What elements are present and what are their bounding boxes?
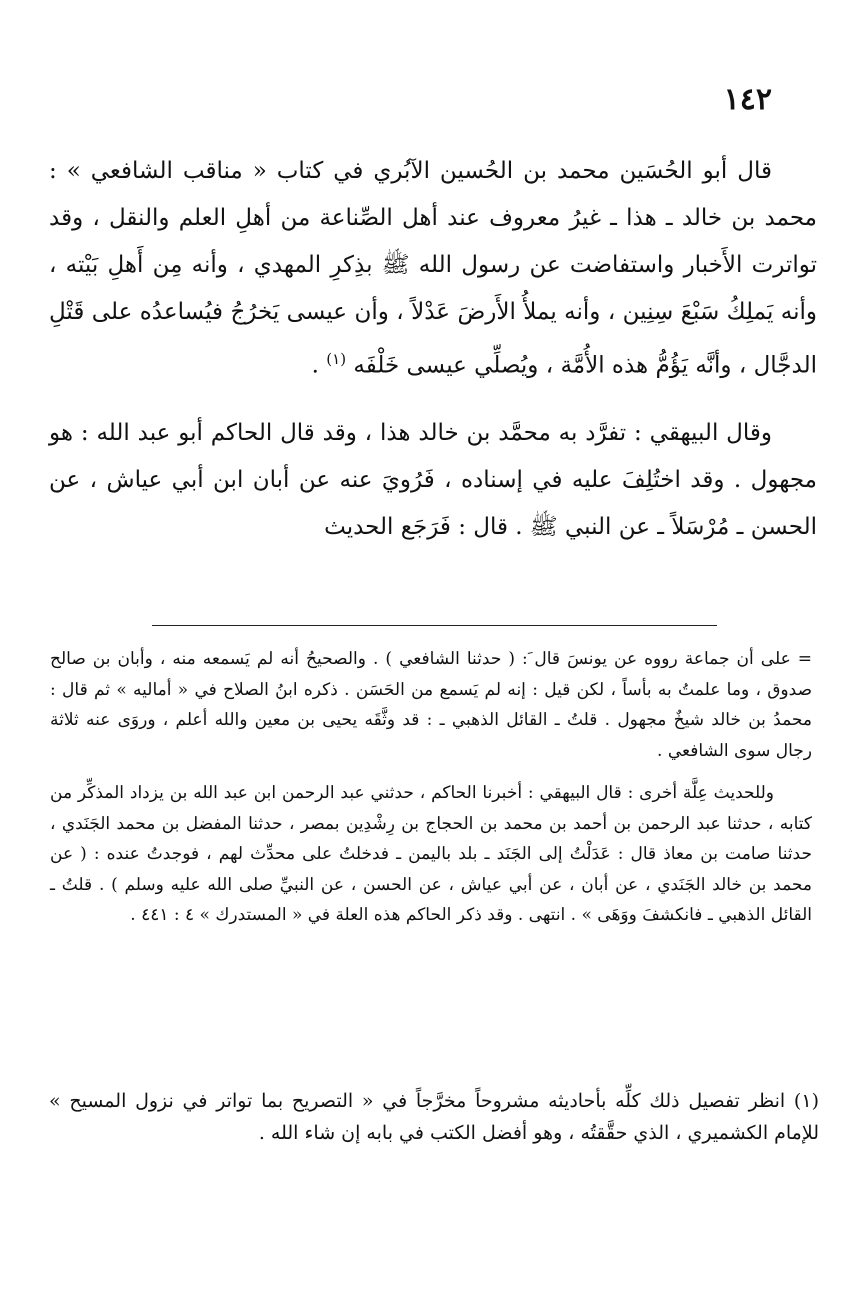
main-text — [49, 148, 817, 551]
note-paragraph-1: = على أن جماعة رووه عن يونسَ قال َ: ( حدثنا الشافعي ) . والصحيحُ أنه لم يَسمعه منه ، وأبان بن صالح صدوق ، وما علمتُ به بأساً ، لكن قيل : إنه لم يَسمع من الحَسَن . ذكره ابنُ الصلاح في « أماليه » ثم قال : محمدُ بن خالد شيخٌ مجهول . قلتُ ـ القائل الذهبي ـ : قد وثَّقَه يحيى بن معين والله أعلم ، وروَى عنه ثلاثة رجال سوى الشافعي . — [50, 649, 813, 761]
main-paragraph-1-text: قال أبو الحُسَين محمد بن الحُسين الآبُري في كتاب « مناقب الشافعي » : محمد بن خالد ـ هذا ـ غيرُ معروف عند أهل الصِّناعة من أهلِ العلم والنقل ، وقد تواترت الأَخبار واستفاضت عن رسول الله ﷺ بذِكرِ المهدي ، وأنه مِن أَهلِ بَيْته ، وأنه يَملِكُ سَبْعَ سِنِين ، وأنه يملأُ الأَرضَ عَدْلاً ، وأن عيسى يَخرُجُ فيُساعدُه على قَتْلِ الدجَّال ، وأنَّه يَؤُمُّ هذه الأُمَّة ، ويُصلِّي عيسى خَلْفَه — [49, 158, 817, 379]
footnote-divider — [152, 625, 717, 626]
footnote-reference: (١) — [326, 350, 347, 368]
main-paragraph-1-end: . — [311, 352, 327, 379]
footnote-text: (١) انظر تفصيل ذلك كلِّه بأحاديثه مشروحاً مخرَّجاً في « التصريح بما تواتر في نزول المسيح » للإمام الكشميري ، الذي حقَّقتُه ، وهو أفضل الكتب في بابه إن شاء الله . — [49, 1090, 819, 1144]
main-paragraph-2: وقال البيهقي : تفرَّد به محمَّد بن خالد هذا ، وقد قال الحاكم أبو عبد الله : هو مجهول . وقد اختُلِفَ عليه في إسناده ، فَرُويَ عنه عن أبان ابن أبي عياش ، عن الحسن ـ مُرْسَلاً ـ عن النبي ﷺ . قال : فَرَجَع الحديث — [49, 419, 817, 540]
continued-notes — [50, 644, 812, 931]
footnote — [49, 1085, 819, 1149]
main-paragraph-1 — [49, 148, 817, 390]
page-number: ١٤٢ — [723, 82, 772, 117]
note-paragraph-2: وللحديث عِلَّة أخرى : قال البيهقي : أخبرنا الحاكم ، حدثني عبد الرحمن ابن عبد الله بن يزداد المذكِّر من كتابه ، حدثنا عبد الرحمن بن أحمد بن محمد بن الحجاج بن رِشْدِين بمصر ، حدثنا المفضل بن محمد الجَنَدي ، حدثنا صامت بن معاذ قال : عَدَلْتُ إلى الجَنَد ـ بلد باليمن ـ فدخلتُ على محدِّث لهم ، فوجدتُ عنده : ( عن محمد بن خالد الجَنَدي ، عن أبان ، عن أبي عياش ، عن الحسن ، عن النبيِّ صلى الله عليه وسلم ) . قلتُ ـ القائل الذهبي ـ فانكشفَ ووَهَى » . انتهى . وقد ذكر الحاكم هذه العلة في « المستدرك » ٤ : ٤٤١ . — [50, 783, 812, 925]
